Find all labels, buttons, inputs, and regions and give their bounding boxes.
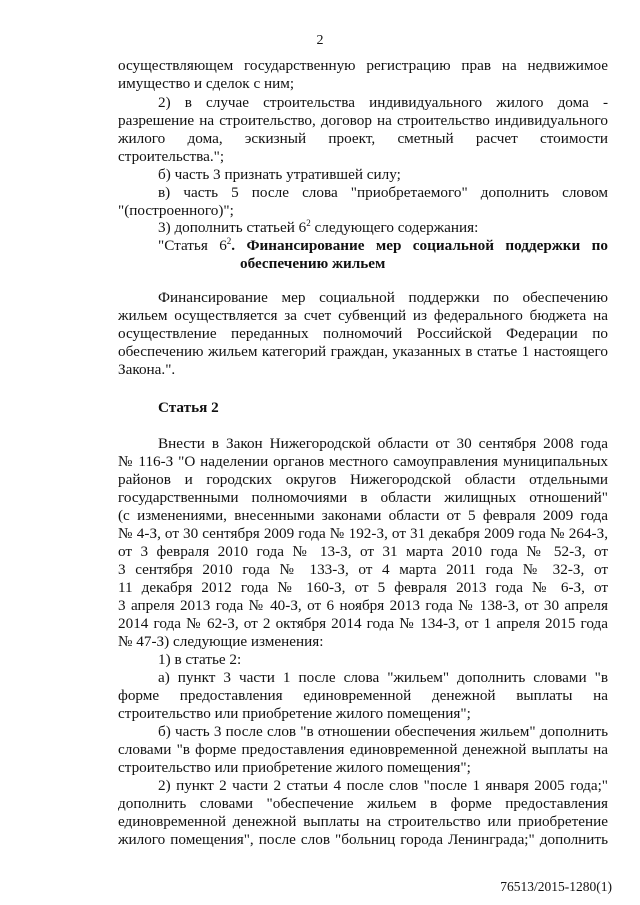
article-heading-line — [158, 237, 608, 255]
article-heading-cont: обеспечению жильем — [240, 255, 386, 272]
text-line — [158, 219, 608, 237]
text-line: осуществляющем государственную регистрацию прав на недвижимое — [118, 57, 608, 74]
text-line: государственными полномочиями в области жилищных отношений" — [118, 489, 608, 506]
text-line: строительство или приобретение жилого помещения"; — [118, 759, 471, 776]
text-line: 1) в статье 2: — [158, 651, 242, 668]
text-line: 2) в случае строительства индивидуального жилого дома - — [158, 93, 608, 111]
article-heading-text: . Финансирование мер социальной поддержки по — [231, 237, 608, 254]
text-line: б) часть 3 признать утратившей силу; — [158, 165, 401, 183]
article-title: Статья 2 — [158, 399, 219, 416]
text-line: а) пункт 3 части 1 после слова "жильем" дополнить словами "в — [158, 669, 608, 686]
text-line: б) часть 3 после слов "в отношении обеспечения жильем" дополнить — [158, 723, 608, 740]
text-line: Закона.". — [118, 361, 176, 379]
superscript: 2 — [306, 219, 311, 228]
text-line: 11 декабря 2012 года № 160-З, от 5 февраля 2013 года № 6-З, от — [118, 579, 608, 596]
text-line: 2014 года № 62-З, от 2 октября 2014 года № 134-З, от 1 апреля 2015 года — [118, 615, 608, 632]
text-line: № 4-З, от 30 сентября 2009 года № 192-З, от 31 декабря 2009 года № 264-З, — [118, 525, 608, 542]
text-line: строительство или приобретение жилого помещения"; — [118, 705, 471, 722]
text-line: разрешение на строительство, договор на строительство индивидуального — [118, 111, 608, 129]
document-code: 76513/2015-1280(1) — [500, 879, 612, 894]
text-line: № 116-З "О наделении органов местного самоуправления муниципальных — [118, 453, 608, 470]
text-line: осуществление переданных полномочий Российской Федерации по — [118, 325, 608, 343]
text-line: жилого дома, эскизный проект, сметный расчет стоимости — [118, 129, 608, 147]
text-span: следующего содержания: — [310, 219, 479, 236]
text-line: в) часть 5 после слова "приобретаемого" дополнить словом — [158, 183, 608, 201]
superscript: 2 — [226, 237, 232, 246]
text-line: (с изменениями, внесенными законами области от 5 февраля 2009 года — [118, 507, 608, 524]
text-line: жильем осуществляется за счет субвенций из федерального бюджета на — [118, 307, 608, 325]
text-span: "Статья 6 — [158, 237, 227, 254]
text-line: строительства."; — [118, 147, 225, 165]
text-line: от 3 февраля 2010 года № 13-З, от 31 марта 2010 года № 52-З, от — [118, 543, 608, 560]
text-line: 3 сентября 2010 года № 133-З, от 4 марта 2011 года № 32-З, от — [118, 561, 608, 578]
text-line: имущество и сделок с ним; — [118, 75, 295, 92]
text-line: дополнить словами "обеспечение жильем в форме предоставления — [118, 795, 608, 812]
text-span: 3) дополнить статьей 6 — [158, 219, 307, 236]
text-line: обеспечению жильем категорий граждан, указанных в статье 1 настоящего — [118, 343, 608, 361]
text-line: единовременной денежной выплаты на строительство или приобретение — [118, 813, 608, 830]
text-line: № 47-З) следующие изменения: — [118, 633, 324, 650]
text-line: "(построенного)"; — [118, 201, 234, 219]
text-line: форме предоставления единовременной денежной выплаты на — [118, 687, 608, 704]
text-line: жилого помещения", после слов "больниц города Ленинграда;" дополнить — [118, 831, 608, 848]
page-number: 2 — [316, 33, 324, 48]
text-line: районов и городских округов Нижегородской области отдельными — [118, 471, 608, 488]
text-line: Финансирование мер социальной поддержки по обеспечению — [158, 289, 608, 307]
text-line: Внести в Закон Нижегородской области от 30 сентября 2008 года — [158, 435, 608, 452]
text-line: словами "в форме предоставления единовременной денежной выплаты на — [118, 741, 608, 758]
text-line: 2) пункт 2 части 2 статьи 4 после слов "после 1 января 2005 года;" — [158, 777, 608, 794]
text-line: 3 апреля 2013 года № 40-З, от 6 ноября 2013 года № 138-З, от 30 апреля — [118, 597, 608, 614]
